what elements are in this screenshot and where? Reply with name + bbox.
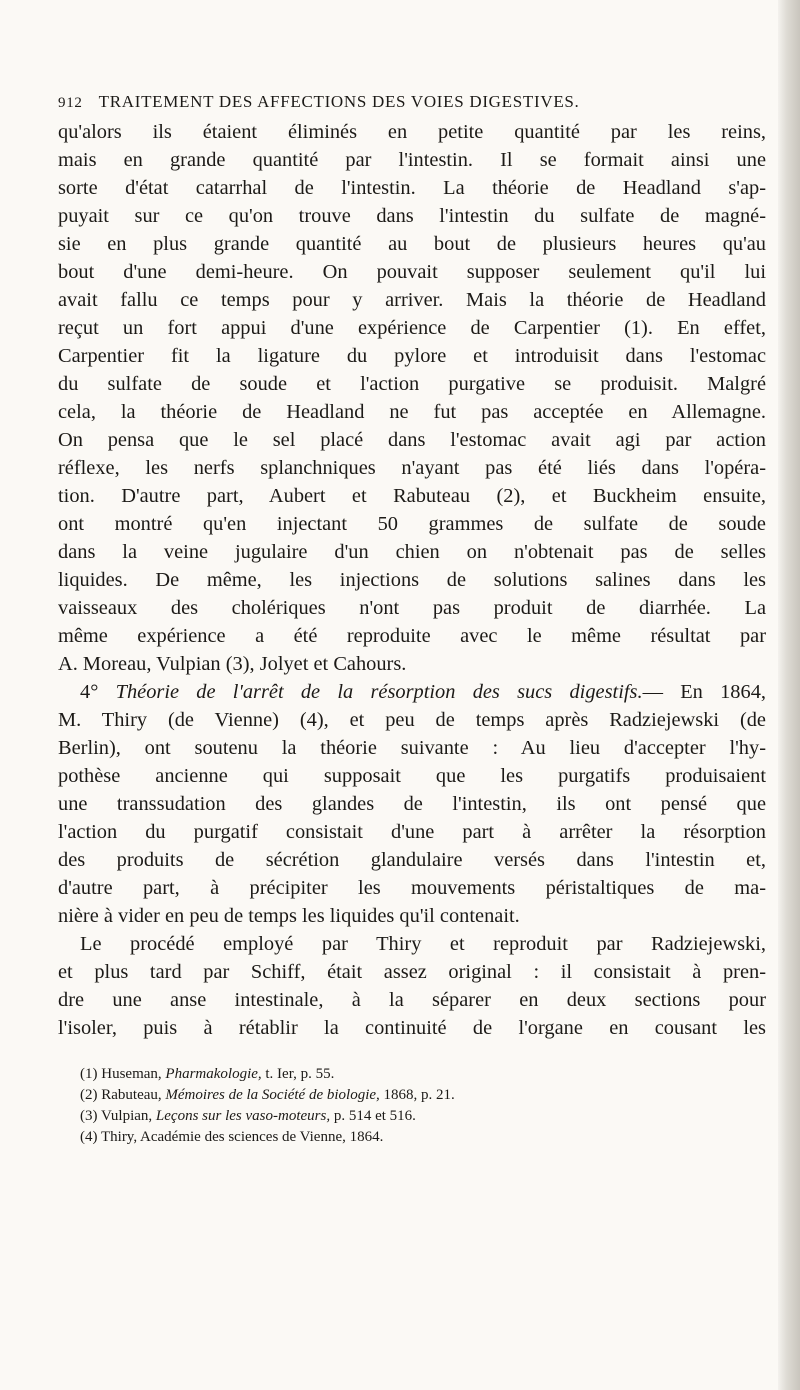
text-line: M. Thiry (de Vienne) (4), et peu de temps après Radziejewski (de	[58, 709, 766, 731]
footnote	[58, 1106, 766, 1127]
text-line: tion. D'autre part, Aubert et Rabuteau (2), et Buckheim ensuite,	[58, 485, 766, 507]
paragraph-1	[58, 118, 766, 678]
section-heading-line	[58, 678, 766, 706]
text-line: pothèse ancienne qui supposait que les purgatifs produisaient	[58, 765, 766, 787]
footnotes	[58, 1064, 766, 1148]
text-line: et plus tard par Schiff, était assez original : il consistait à pren-	[58, 961, 766, 983]
text-line: réflexe, les nerfs splanchniques n'ayant pas été liés dans l'opéra-	[58, 457, 766, 479]
section-heading-continuation: — En 1864,	[642, 681, 766, 703]
text-line: liquides. De même, les injections de solutions salines dans les	[58, 569, 766, 591]
footnote-rest: 1868, p. 21.	[383, 1087, 455, 1103]
text-line: même expérience a été reproduite avec le même résultat par	[58, 625, 766, 647]
footnote-author: Thiry,	[100, 1129, 138, 1145]
footnote-mark: (3)	[80, 1108, 98, 1124]
footnote	[58, 1064, 766, 1085]
text-line: l'action du purgatif consistait d'une part à arrêter la résorption	[58, 821, 766, 843]
footnote-rest: Académie des sciences de Vienne, 1864.	[140, 1129, 384, 1145]
text-line: On pensa que le sel placé dans l'estomac avait agi par action	[58, 429, 766, 451]
text-line: Le procédé employé par Thiry et reproduit par Radziejewski,	[80, 933, 766, 955]
text-line: bout d'une demi-heure. On pouvait supposer seulement qu'il lui	[58, 261, 766, 283]
footnote-title: Pharmakologie,	[165, 1066, 262, 1082]
running-head	[58, 92, 766, 112]
running-title: TRAITEMENT DES AFFECTIONS DES VOIES DIGESTIVES.	[98, 92, 580, 111]
text-line: du sulfate de soude et l'action purgative se produisit. Malgré	[58, 373, 766, 395]
footnote-title: Mémoires de la Société de biologie,	[165, 1087, 380, 1103]
text-line: sorte d'état catarrhal de l'intestin. La théorie de Headland s'ap-	[58, 177, 766, 199]
text-line: A. Moreau, Vulpian (3), Jolyet et Cahours.	[58, 653, 407, 675]
text-line: d'autre part, à précipiter les mouvements péristaltiques de ma-	[58, 877, 766, 899]
footnote-mark: (1)	[80, 1066, 98, 1082]
text-line: ont montré qu'en injectant 50 grammes de sulfate de soude	[58, 513, 766, 535]
text-line: qu'alors ils étaient éliminés en petite quantité par les reins,	[58, 121, 766, 143]
page-number: 912	[58, 95, 83, 111]
text-line: Berlin), ont soutenu la théorie suivante : Au lieu d'accepter l'hy-	[58, 737, 766, 759]
footnote-author: Rabuteau,	[101, 1087, 162, 1103]
footnote-mark: (2)	[80, 1087, 98, 1103]
text-line: nière à vider en peu de temps les liquides qu'il contenait.	[58, 905, 520, 927]
section-number: 4°	[80, 681, 99, 703]
footnote-mark: (4)	[80, 1129, 98, 1145]
text-line: dre une anse intestinale, à la séparer en deux sections pour	[58, 989, 766, 1011]
text-line: dans la veine jugulaire d'un chien on n'obtenait pas de selles	[58, 541, 766, 563]
text-line: reçut un fort appui d'une expérience de Carpentier (1). En effet,	[58, 317, 766, 339]
paragraph-2	[58, 678, 766, 930]
footnote	[58, 1127, 766, 1148]
section-title: Théorie de l'arrêt de la résorption des sucs digestifs.	[115, 681, 643, 703]
text-line: puyait sur ce qu'on trouve dans l'intestin du sulfate de magné-	[58, 205, 766, 227]
text-line: sie en plus grande quantité au bout de plusieurs heures qu'au	[58, 233, 766, 255]
footnote-author: Vulpian,	[100, 1108, 153, 1124]
page-edge	[778, 0, 800, 1390]
text-line: mais en grande quantité par l'intestin. Il se formait ainsi une	[58, 149, 766, 171]
text-line: Carpentier fit la ligature du pylore et introduisit dans l'estomac	[58, 345, 766, 367]
footnote	[58, 1085, 766, 1106]
text-line: des produits de sécrétion glandulaire versés dans l'intestin et,	[58, 849, 766, 871]
footnote-title: Leçons sur les vaso-moteurs,	[155, 1108, 331, 1124]
book-page	[58, 92, 766, 1148]
text-line: l'isoler, puis à rétablir la continuité de l'organe en cousant les	[58, 1017, 766, 1039]
footnote-rest: p. 514 et 516.	[333, 1108, 416, 1124]
footnote-author: Huseman,	[101, 1066, 162, 1082]
text-line: avait fallu ce temps pour y arriver. Mais la théorie de Headland	[58, 289, 766, 311]
paragraph-3	[58, 930, 766, 1042]
text-line: vaisseaux des cholériques n'ont pas produit de diarrhée. La	[58, 597, 766, 619]
footnote-rest: t. Ier, p. 55.	[265, 1066, 335, 1082]
text-line: cela, la théorie de Headland ne fut pas acceptée en Allemagne.	[58, 401, 766, 423]
text-line: une transsudation des glandes de l'intestin, ils ont pensé que	[58, 793, 766, 815]
